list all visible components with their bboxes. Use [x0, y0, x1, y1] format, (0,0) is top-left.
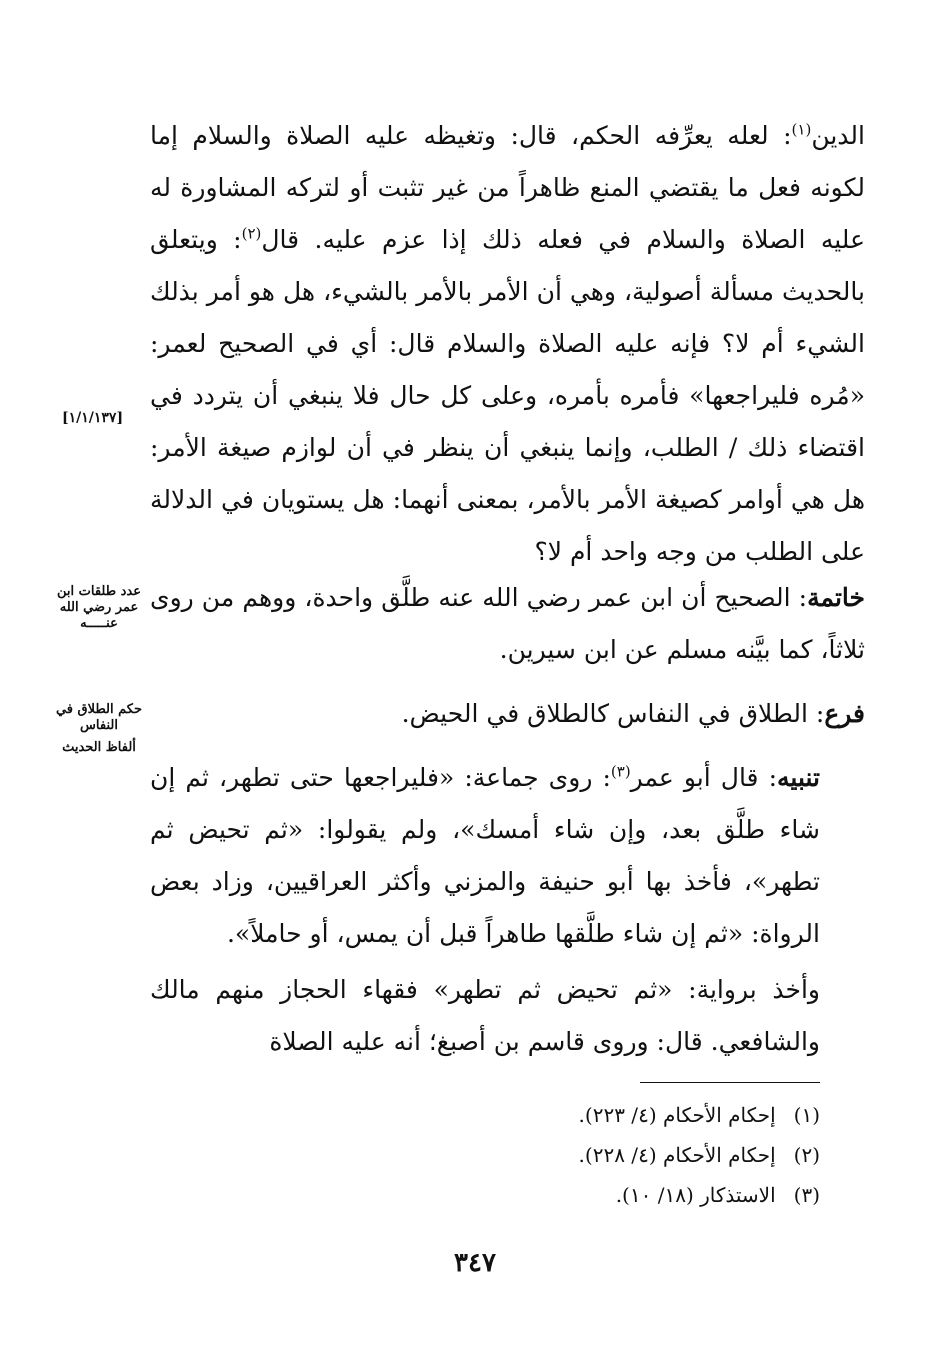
branch-text: : الطلاق في النفاس كالطلاق في الحيض. [401, 699, 825, 728]
folio-marker: [١/١/١٣٧] [62, 410, 124, 426]
footnote-item [400, 1095, 820, 1135]
conclusion-block [150, 572, 865, 676]
notice-text: : روى جماعة: «فليراجعها حتى تطهر، ثم إن شاء طلَّق بعد، وإن شاء أمسك»، ولم يقولوا: «ثم تحيض ثم تطهر»، فأخذ بها أبو حنيفة والمزني وأكثر العراقيين، وزاد بعض الرواة: «ثم إن شاء طلَّقها طاهراً قبل أن يمس، أو حاملاً». [150, 763, 820, 948]
margin-note-divorce-count: عدد طلقات ابن عمر رضي الله عنـــــه [57, 584, 141, 631]
text-segment: : ويتعلق بالحديث مسألة أصولية، وهي أن الأمر بالأمر بالشيء، هل هو أمر بذلك الشيء أم لا؟ فإنه عليه الصلاة والسلام قال: أي في الصحيح لعمر: «مُره فليراجعها» فأمره بأمره، وعلى كل حال فلا ينبغي أن يتردد في اقتضاء ذلك / الطلب، وإنما ينبغي أن ينظر في أن لوازم صيغة الأمر: هل هي أوامر كصيغة الأمر بالأمر، بمعنى أنهما: هل يستويان في الدلالة على الطلب من وجه واحد أم لا؟ [150, 225, 865, 566]
margin-note-postpartum-ruling: حكم الطلاق في النفاس [55, 702, 143, 733]
text-segment: الدين [811, 121, 865, 150]
footnotes [400, 1095, 820, 1215]
branch-block [150, 688, 865, 740]
paragraph-text [150, 110, 865, 578]
footnote-text: الاستذكار (١٨/ ١٠). [615, 1183, 776, 1207]
paragraph-last [150, 964, 820, 1068]
footnote-reference[interactable]: (٢) [241, 224, 262, 243]
paragraph-main [150, 110, 865, 578]
conclusion-text: : الصحيح أن ابن عمر رضي الله عنه طلَّق واحدة، ووهم من روى ثلاثاً، كما بيَّنه مسلم عن ابن سيرين. [150, 583, 865, 664]
footnote-reference[interactable]: (٣) [610, 762, 631, 781]
footnote-reference[interactable]: (١) [791, 120, 812, 139]
footnote-text: إحكام الأحكام (٤/ ٢٢٨). [578, 1143, 776, 1167]
margin-note-hadith-wording: ألفاظ الحديث [62, 740, 136, 755]
notice-heading: تنبيه [777, 763, 820, 792]
footnote-number: (٢) [793, 1143, 820, 1167]
page-number: ٣٤٧ [454, 1248, 496, 1278]
branch-heading: فرع [824, 699, 865, 728]
conclusion-heading: خاتمة [807, 583, 865, 612]
footnote-item [400, 1175, 820, 1215]
paragraph-text: وأخذ برواية: «ثم تحيض ثم تطهر» فقهاء الحجاز منهم مالك والشافعي. قال: وروى قاسم بن أصبغ؛ أنه عليه الصلاة [150, 975, 820, 1056]
footnote-separator [640, 1082, 820, 1083]
notice-block [150, 752, 820, 960]
footnote-number: (١) [793, 1103, 820, 1127]
footnote-item [400, 1135, 820, 1175]
footnote-text: إحكام الأحكام (٤/ ٢٢٣). [578, 1103, 776, 1127]
notice-text: : قال أبو عمر [630, 763, 777, 792]
footnote-number: (٣) [793, 1183, 820, 1207]
text-segment: : لعله يعرِّفه الحكم، قال: وتغيظه عليه الصلاة والسلام إما لكونه فعل ما يقتضي المنع ظاهراً من غير تثبت أو لتركه المشاورة له عليه الصلاة والسلام في فعله ذلك إذا عزم عليه. قال [150, 121, 865, 254]
